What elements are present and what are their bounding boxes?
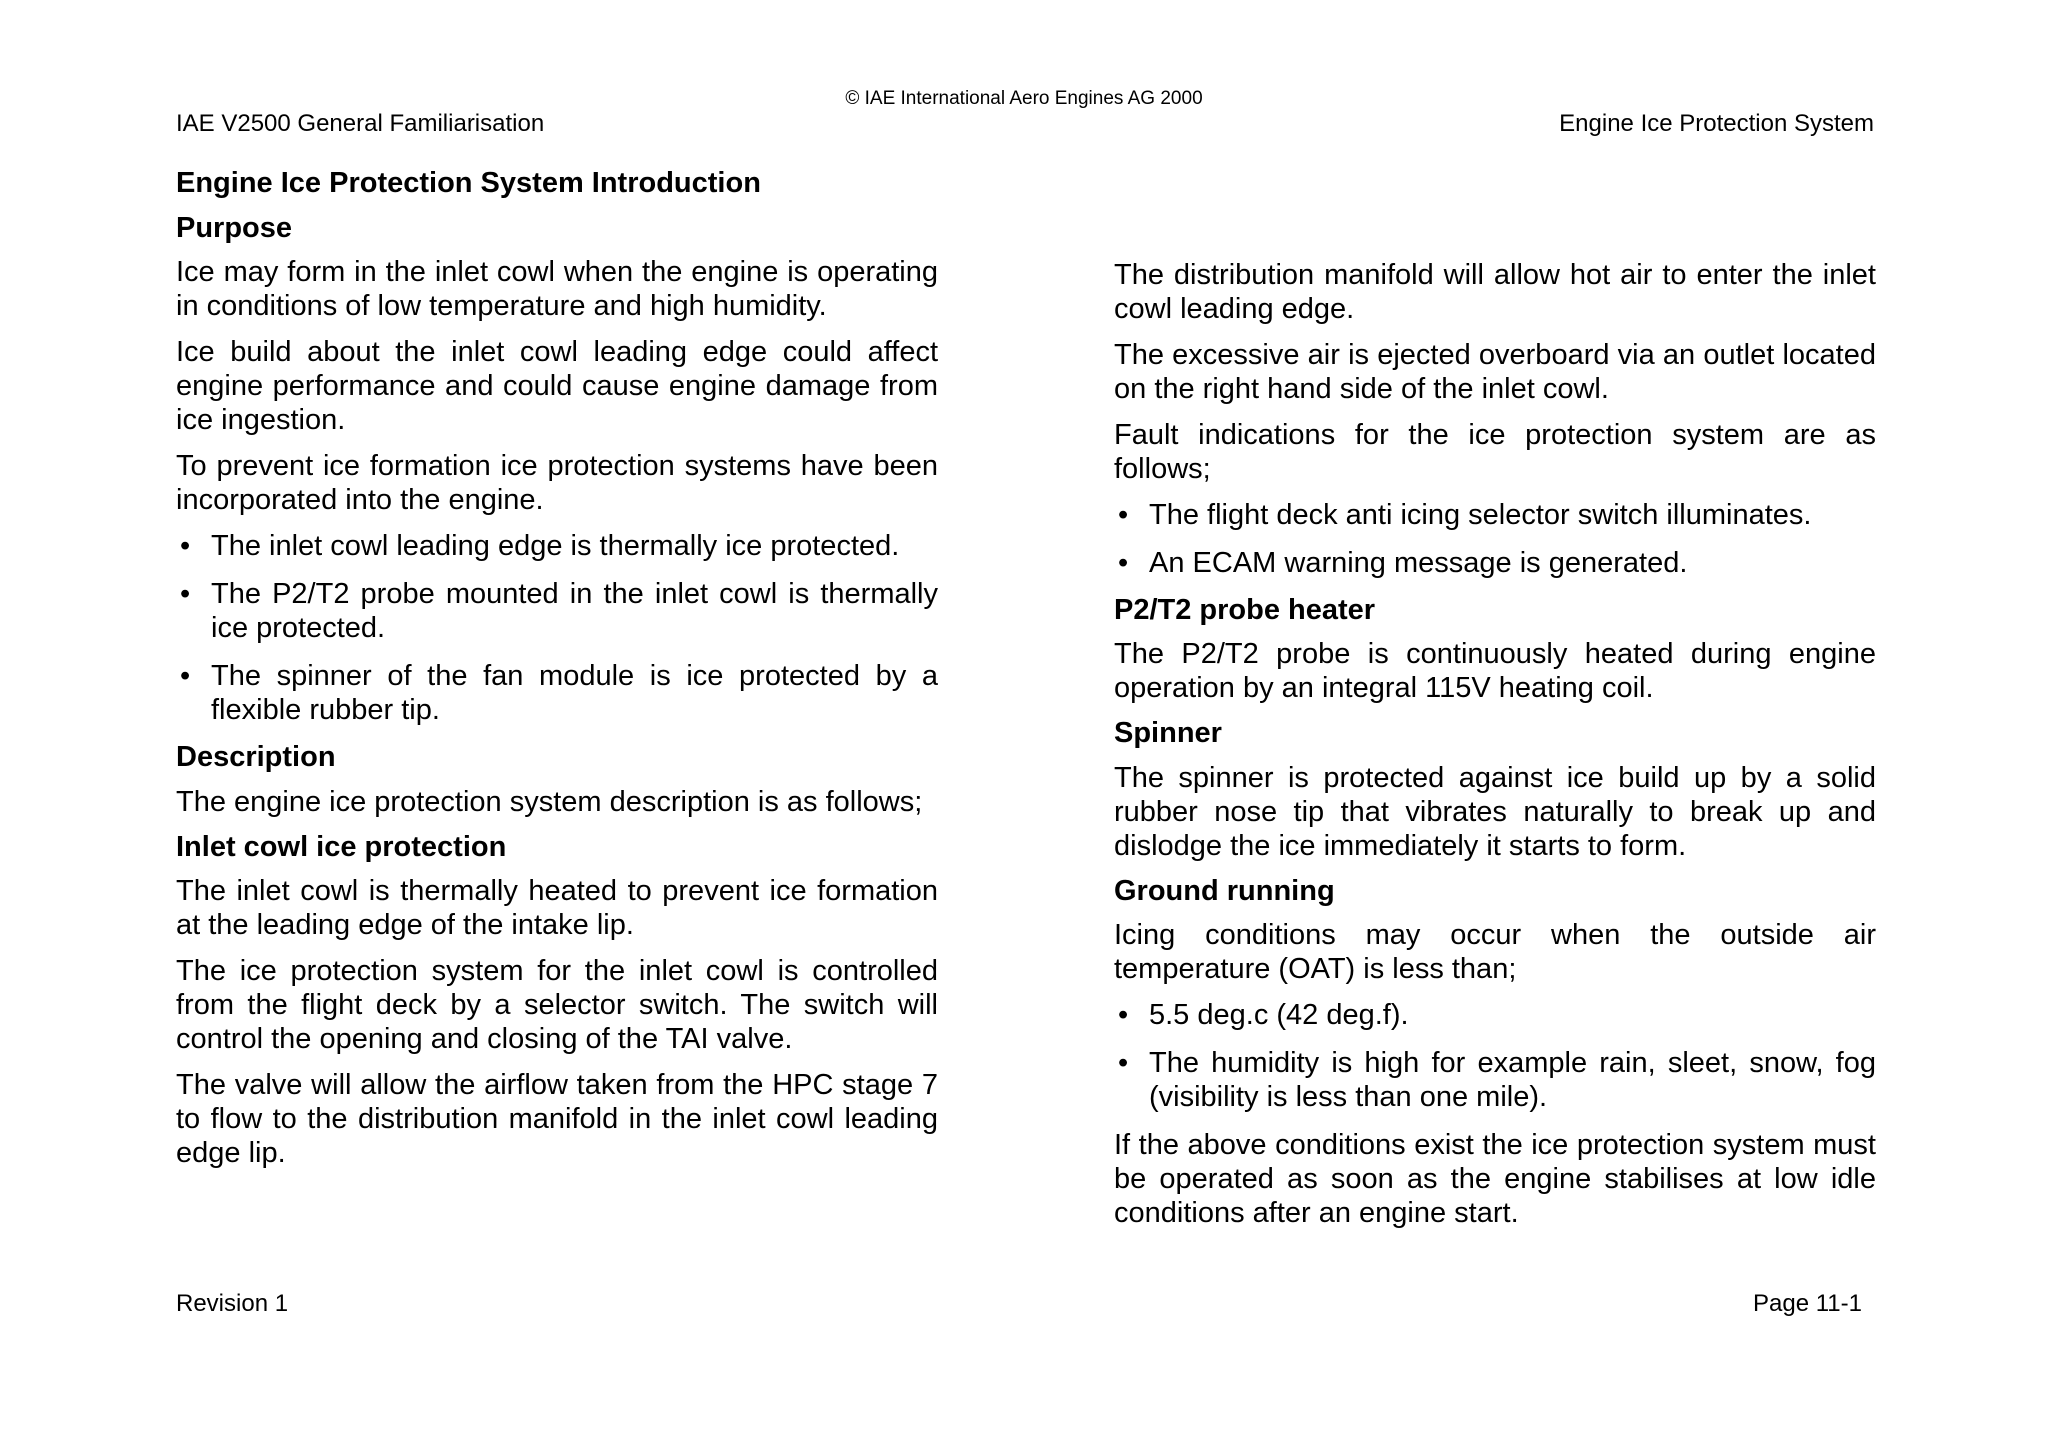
outlet-paragraph: The excessive air is ejected overboard via an outlet located on the right hand side of the inlet cowl. [1114, 339, 1876, 405]
inlet-paragraph-3: The valve will allow the airflow taken from the HPC stage 7 to flow to the distribution manifold in the inlet cowl leading edge lip. [176, 1069, 938, 1170]
purpose-paragraph-3: To prevent ice formation ice protection systems have been incorporated into the engine. [176, 450, 938, 517]
list-item [176, 577, 938, 645]
protection-list [176, 529, 938, 727]
manifold-paragraph: The distribution manifold will allow hot air to enter the inlet cowl leading edge. [1114, 259, 1876, 325]
bullet-icon: • [1118, 1047, 1129, 1080]
list-item-text: The spinner of the fan module is ice protected by a flexible rubber tip. [211, 660, 938, 727]
list-item-text: The humidity is high for example rain, sleet, snow, fog (visibility is less than one mile). [1149, 1047, 1876, 1114]
left-column [176, 212, 938, 1182]
copyright-notice: © IAE International Aero Engines AG 2000 [845, 88, 1203, 109]
bullet-icon: • [1118, 547, 1129, 579]
list-item [1114, 546, 1876, 580]
description-heading: Description [176, 741, 336, 774]
fault-intro-paragraph: Fault indications for the ice protection system are as follows; [1114, 419, 1876, 485]
bullet-icon: • [180, 578, 191, 611]
inlet-paragraph-1: The inlet cowl is thermally heated to prevent ice formation at the leading edge of the intake lip. [176, 875, 938, 942]
ground-running-heading: Ground running [1114, 874, 1335, 907]
list-item [176, 529, 938, 563]
bullet-icon: • [180, 660, 191, 693]
right-column [1114, 258, 1876, 1242]
list-item-text: The flight deck anti icing selector switch illuminates. [1149, 499, 1812, 531]
probe-heater-heading: P2/T2 probe heater [1114, 594, 1376, 626]
purpose-paragraph-2: Ice build about the inlet cowl leading edge could affect engine performance and could cause engine damage from ice ingestion. [176, 336, 938, 437]
list-item [176, 659, 938, 727]
purpose-heading: Purpose [176, 212, 293, 244]
spinner-paragraph: The spinner is protected against ice build up by a solid rubber nose tip that vibrates naturally to break up and dislodge the ice immediately it starts to form. [1114, 761, 1876, 862]
list-item [1114, 498, 1876, 532]
ground-running-paragraph-2: If the above conditions exist the ice protection system must be operated as soon as the engine stabilises at low idle conditions after an engine start. [1114, 1129, 1876, 1230]
header-section-title: Engine Ice Protection System [1559, 110, 1874, 137]
probe-heater-paragraph: The P2/T2 probe is continuously heated during engine operation by an integral 115V heating coil. [1114, 638, 1876, 705]
list-item [1114, 1046, 1876, 1114]
list-item-text: The inlet cowl leading edge is thermally ice protected. [211, 530, 900, 563]
description-paragraph: The engine ice protection system description is as follows; [176, 785, 923, 818]
footer-page-number: Page 11-1 [1753, 1290, 1862, 1317]
page-title: Engine Ice Protection System Introduction [176, 167, 761, 199]
bullet-icon: • [1118, 499, 1129, 531]
bullet-icon: • [180, 530, 191, 563]
ground-running-paragraph-1: Icing conditions may occur when the outside air temperature (OAT) is less than; [1114, 919, 1876, 986]
footer-revision: Revision 1 [176, 1290, 289, 1317]
spinner-heading: Spinner [1114, 717, 1222, 750]
icing-conditions-list [1114, 998, 1876, 1114]
list-item-text: An ECAM warning message is generated. [1149, 547, 1688, 579]
purpose-paragraph-1: Ice may form in the inlet cowl when the engine is operating in conditions of low temperature and high humidity. [176, 256, 938, 323]
inlet-cowl-heading: Inlet cowl ice protection [176, 830, 507, 863]
list-item [1114, 998, 1876, 1032]
list-item-text: The P2/T2 probe mounted in the inlet cowl is thermally ice protected. [211, 578, 938, 645]
bullet-icon: • [1118, 999, 1129, 1032]
fault-list [1114, 498, 1876, 580]
list-item-text: 5.5 deg.c (42 deg.f). [1149, 999, 1409, 1032]
inlet-paragraph-2: The ice protection system for the inlet cowl is controlled from the flight deck by a selector switch. The switch will control the opening and closing of the TAI valve. [176, 955, 938, 1056]
header-document-title: IAE V2500 General Familiarisation [176, 110, 545, 137]
